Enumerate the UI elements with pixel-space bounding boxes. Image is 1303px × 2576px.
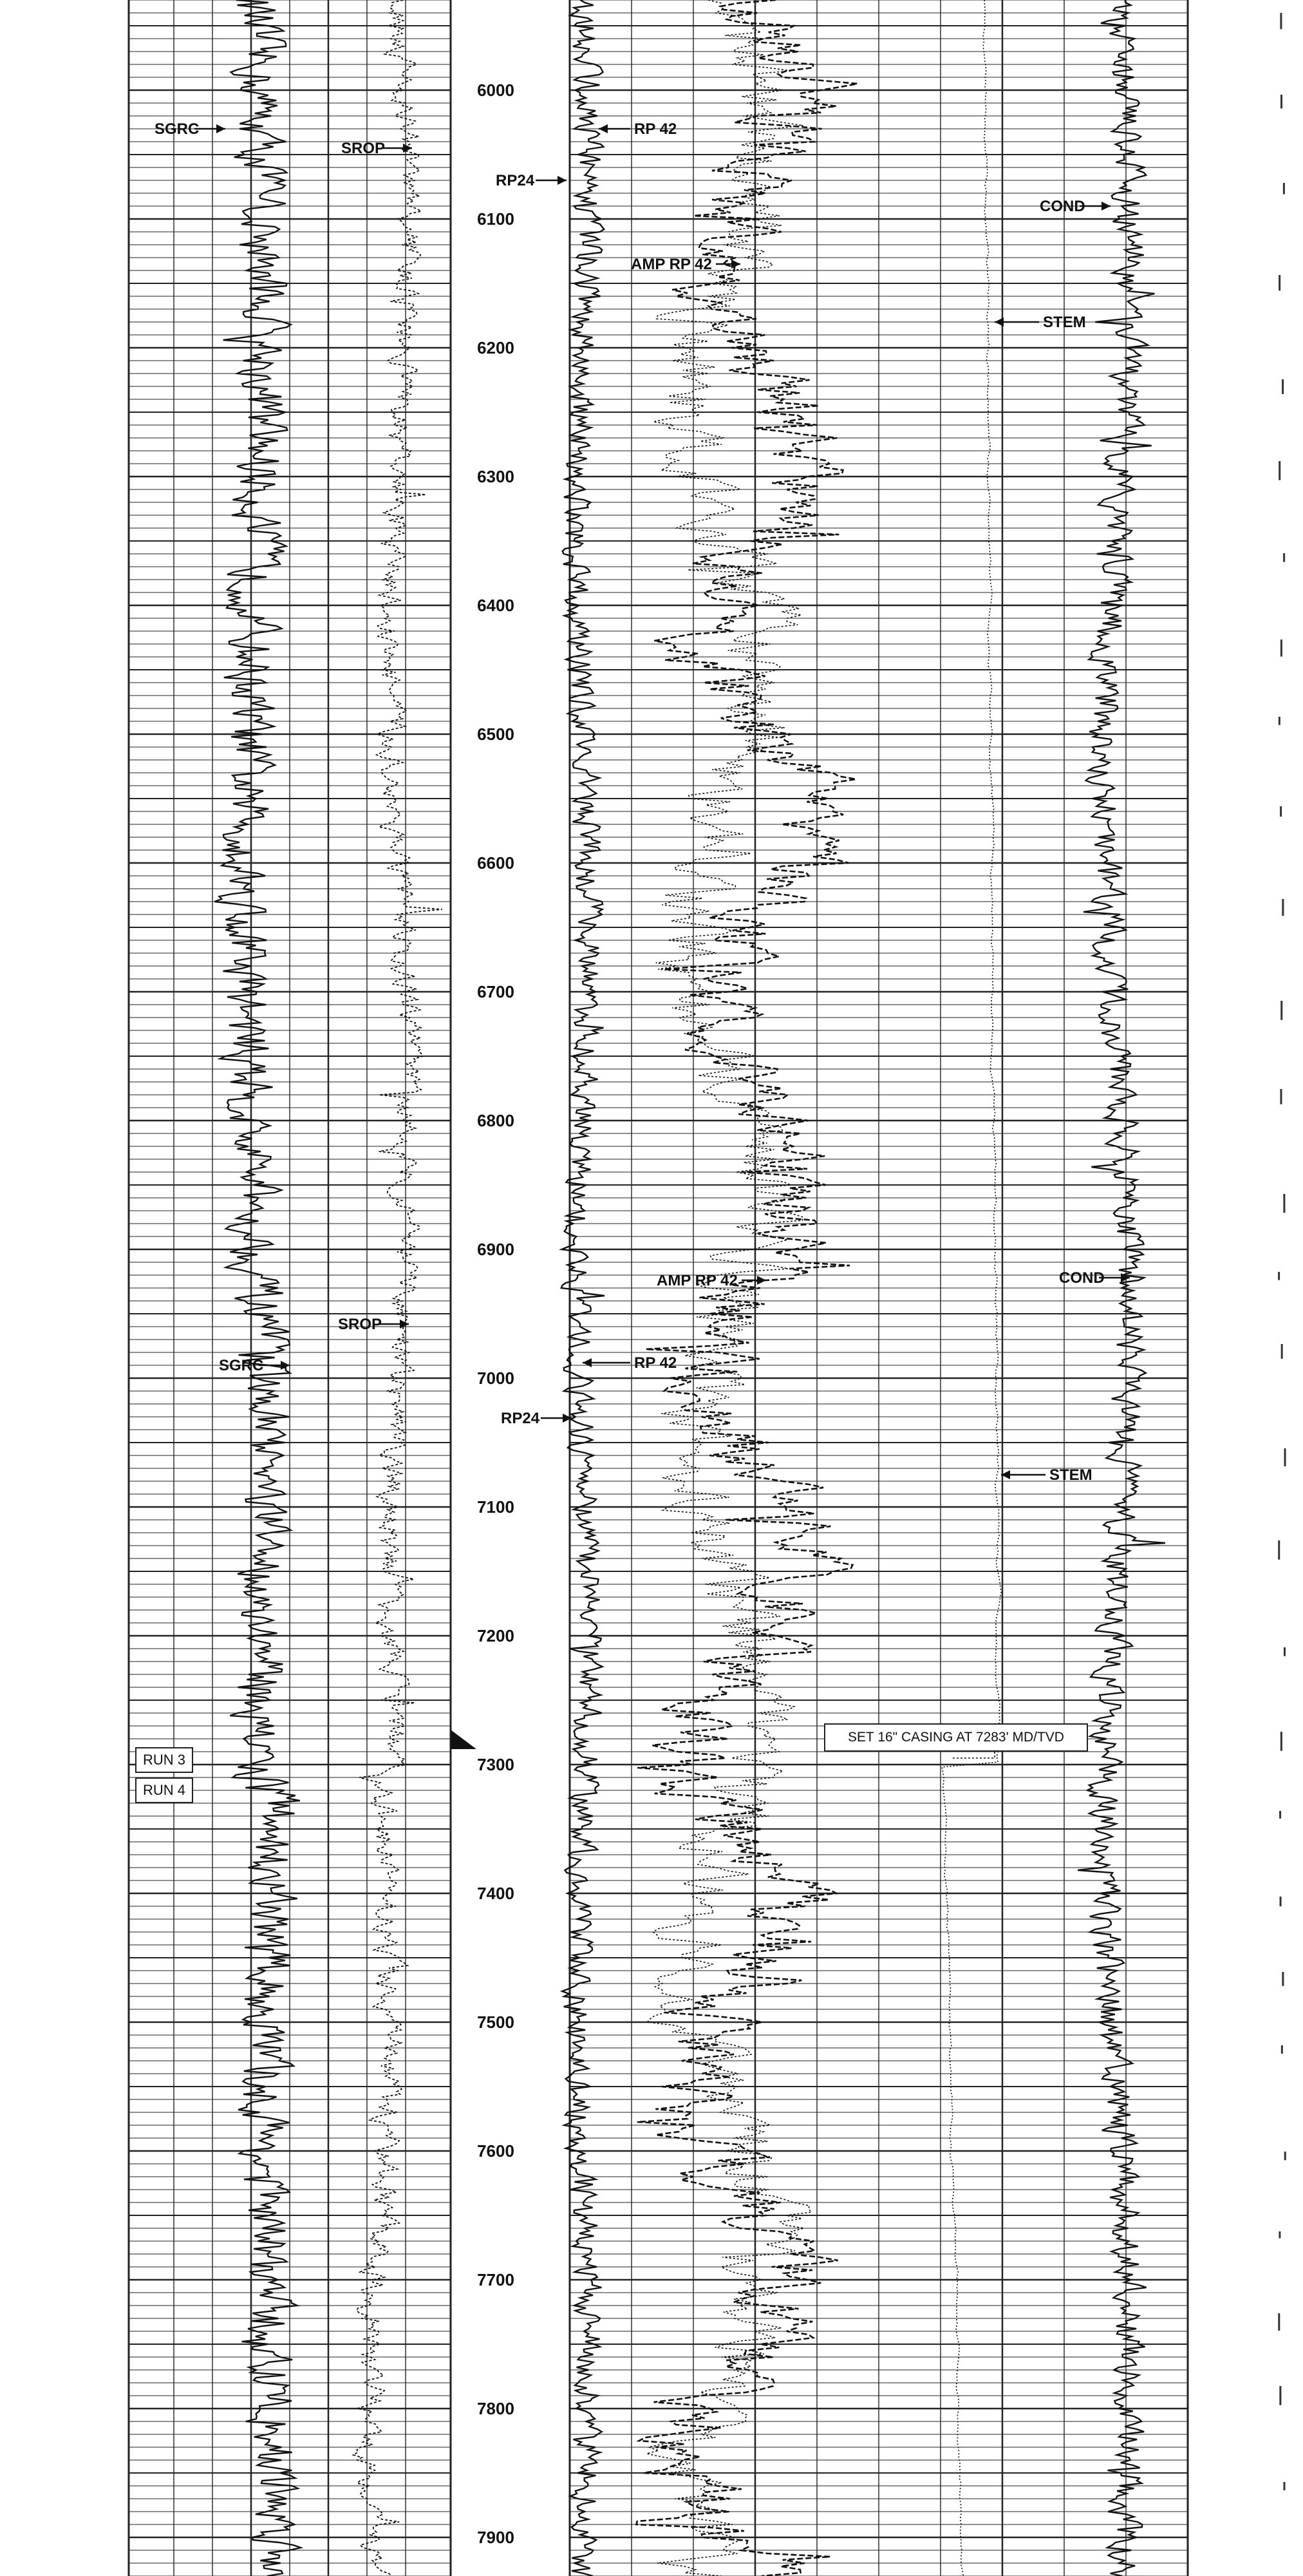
depth-tick-label: 6100 xyxy=(477,209,514,229)
scan-speck xyxy=(1282,1972,1284,1986)
scan-speck xyxy=(1278,1540,1280,1560)
scan-speck xyxy=(1280,1732,1282,1751)
scan-speck xyxy=(1279,2386,1281,2405)
depth-tick-label: 6500 xyxy=(477,724,514,744)
scan-speck xyxy=(1279,1811,1281,1819)
scan-speck xyxy=(1281,1344,1283,1359)
scan-speck xyxy=(1284,2482,1286,2490)
depth-tick-label: 6600 xyxy=(477,853,514,873)
curve-label-rp42-2: RP 42 xyxy=(634,1354,677,1372)
depth-tick-label: 7200 xyxy=(477,1626,514,1645)
scan-speck xyxy=(1280,1089,1282,1104)
depth-tick-label: 6000 xyxy=(477,80,514,100)
scan-speck xyxy=(1280,13,1282,29)
run-3-box: RUN 3 xyxy=(135,1747,193,1773)
run-4-box: RUN 4 xyxy=(135,1777,193,1803)
curve-label-rp24-2: RP24 xyxy=(501,1410,540,1427)
scan-speck xyxy=(1283,1194,1285,1213)
depth-tick-label: 6700 xyxy=(477,982,514,1001)
curve-label-sgrc-1: SGRC xyxy=(155,120,200,138)
arrow-head xyxy=(731,260,740,269)
arrow-head xyxy=(400,1320,409,1329)
curve-label-stem-1: STEM xyxy=(1043,314,1086,331)
scan-speck xyxy=(1279,275,1280,290)
curve-label-rp24-1: RP24 xyxy=(496,172,535,189)
depth-tick-label: 7400 xyxy=(477,1884,514,1903)
arrow-head xyxy=(216,124,225,133)
depth-tick-label: 7000 xyxy=(477,1368,514,1388)
depth-tick-label: 7100 xyxy=(477,1497,514,1517)
run-change-marker xyxy=(451,1730,476,1749)
curve-label-rp42-1: RP 42 xyxy=(634,120,677,138)
scan-speck xyxy=(1283,553,1285,562)
curve-labels xyxy=(155,120,1130,1484)
scan-speck xyxy=(1284,1448,1286,1466)
scan-speck xyxy=(1278,1272,1280,1280)
depth-tick-label: 7800 xyxy=(477,2399,514,2418)
depth-tick-label: 7300 xyxy=(477,1755,514,1774)
curve-label-stem-2: STEM xyxy=(1049,1466,1092,1484)
scan-speck xyxy=(1279,717,1280,725)
curve-label-amp-2: AMP RP 42 xyxy=(657,1272,738,1289)
depth-tick-label: 7600 xyxy=(477,2141,514,2161)
depth-tick-label: 6800 xyxy=(477,1111,514,1130)
depth-tick-label: 6900 xyxy=(477,1240,514,1259)
depth-tick-label: 6200 xyxy=(477,338,514,357)
scan-speck xyxy=(1283,183,1285,194)
arrow-head xyxy=(1101,202,1111,211)
scan-speck xyxy=(1278,2313,1280,2331)
scan-speck xyxy=(1282,379,1284,394)
depth-tick-label: 6300 xyxy=(477,467,514,486)
scan-speck xyxy=(1280,639,1282,657)
scan-speck xyxy=(1279,461,1280,480)
scan-speck xyxy=(1284,1647,1286,1656)
casing-leader xyxy=(953,1752,995,1758)
scan-speck xyxy=(1280,1897,1282,1906)
casing-annotation: SET 16" CASING AT 7283' MD/TVD xyxy=(824,1723,1088,1752)
depth-tick-label: 7700 xyxy=(477,2270,514,2289)
arrow-head xyxy=(757,1276,766,1285)
scan-speck xyxy=(1279,2231,1280,2238)
depth-tick-label: 6400 xyxy=(477,596,514,615)
scan-speck xyxy=(1280,95,1282,108)
arrow-head xyxy=(995,317,1004,327)
depth-axis xyxy=(477,80,514,2547)
curve-label-cond-2: COND xyxy=(1059,1269,1105,1287)
scan-speck xyxy=(1280,806,1282,817)
curve-label-srop-1: SROP xyxy=(341,140,386,157)
curve-label-cond-1: COND xyxy=(1040,198,1085,215)
arrow-head xyxy=(583,1358,592,1367)
scan-speck xyxy=(1281,2045,1283,2054)
depth-tick-label: 7900 xyxy=(477,2528,514,2547)
arrow-head xyxy=(558,176,567,185)
arrow-head xyxy=(599,124,608,133)
scan-speck xyxy=(1284,2152,1286,2160)
curve-label-amp-1: AMP RP 42 xyxy=(631,256,712,273)
depth-tick-label: 7500 xyxy=(477,2012,514,2032)
curve-label-srop-2: SROP xyxy=(338,1316,382,1333)
scan-speck xyxy=(1280,1001,1282,1020)
curve-label-sgrc-2: SGRC xyxy=(219,1357,264,1374)
scan-speck xyxy=(1282,899,1284,916)
